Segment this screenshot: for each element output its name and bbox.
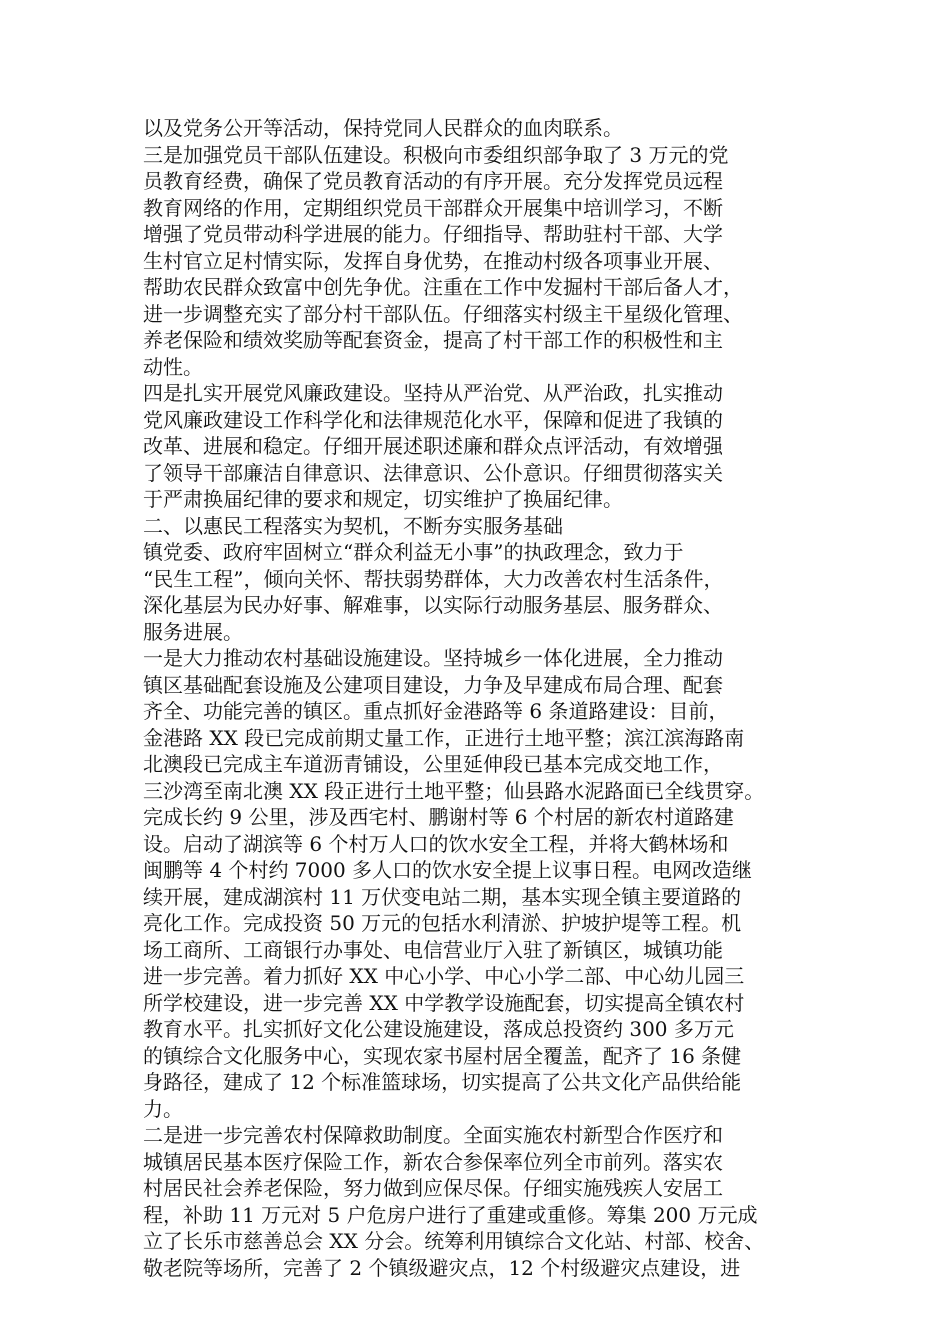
- text-line: 动性。: [143, 354, 203, 379]
- text-line: 镇区基础配套设施及公建项目建设，力争及早建成布局合理、配套: [143, 672, 723, 697]
- text-line: 一是大力推动农村基础设施建设。坚持城乡一体化进展，全力推动: [143, 646, 723, 670]
- text-line: 完成长约 9 公里，涉及西宅村、鹏谢村等 6 个村居的新农村道路建: [143, 805, 734, 829]
- text-line: 养老保险和绩效奖励等配套资金，提高了村干部工作的积极性和主: [143, 328, 723, 352]
- text-line: 城镇居民基本医疗保险工作，新农合参保率位列全市前列。落实农: [143, 1149, 723, 1174]
- text-line: 服务进展。: [143, 619, 243, 644]
- text-line: 改革、进展和稳定。仔细开展述职述廉和群众点评活动，有效增强: [143, 434, 723, 458]
- text-line: 深化基层为民办好事、解难事，以实际行动服务基层、服务群众、: [143, 593, 723, 617]
- text-line: 进一步完善。着力抓好 XX 中心小学、中心小学二部、中心幼儿园三: [143, 964, 745, 988]
- text-line: 身路径，建成了 12 个标准篮球场，切实提高了公共文化产品供给能: [143, 1070, 742, 1094]
- text-line: 镇党委、政府牢固树立“群众利益无小事”的执政理念，致力于: [143, 540, 684, 564]
- section-heading: 二、以惠民工程落实为契机，不断夯实服务基础: [143, 513, 563, 538]
- text-line: 以及党务公开等活动，保持党同人民群众的血肉联系。: [143, 116, 623, 140]
- document-body: [143, 115, 808, 1281]
- text-line: 员教育经费，确保了党员教育活动的有序开展。充分发挥党员远程: [143, 169, 723, 193]
- text-line: 场工商所、工商银行办事处、电信营业厅入驻了新镇区，城镇功能: [143, 937, 723, 962]
- text-line: 帮助农民群众致富中创先争优。注重在工作中发掘村干部后备人才，: [143, 275, 743, 299]
- text-line: 党风廉政建设工作科学化和法律规范化水平，保障和促进了我镇的: [143, 407, 723, 432]
- text-line: 金港路 XX 段已完成前期丈量工作，正进行土地平整；滨江滨海路南: [143, 725, 745, 750]
- text-line: 了领导干部廉洁自律意识、法律意识、公仆意识。仔细贯彻落实关: [143, 460, 723, 485]
- text-line: 敬老院等场所，完善了 2 个镇级避灾点，12 个村级避灾点建设，进: [143, 1255, 741, 1280]
- text-line: 亮化工作。完成投资 50 万元的包括水利清淤、护坡护堤等工程。机: [143, 911, 742, 935]
- text-line: 立了长乐市慈善总会 XX 分会。统筹利用镇综合文化站、村部、校舍、: [143, 1229, 765, 1253]
- text-line: 进一步调整充实了部分村干部队伍。仔细落实村级主干星级化管理、: [143, 301, 743, 326]
- text-line: 所学校建设，进一步完善 XX 中学教学设施配套，切实提高全镇农村: [143, 990, 745, 1015]
- text-line: 增强了党员带动科学进展的能力。仔细指导、帮助驻村干部、大学: [143, 222, 723, 246]
- text-line: 于严肃换届纪律的要求和规定，切实维护了换届纪律。: [143, 487, 623, 511]
- text-line: “民生工程”，倾向关怀、帮扶弱势群体，大力改善农村生活条件，: [143, 566, 724, 591]
- text-line: 齐全、功能完善的镇区。重点抓好金港路等 6 条道路建设：目前，: [143, 699, 729, 723]
- text-line: 闽鹏等 4 个村约 7000 多人口的饮水安全提上议事日程。电网改造继: [143, 858, 753, 882]
- text-line: 三是加强党员干部队伍建设。积极向市委组织部争取了 3 万元的党: [143, 142, 729, 167]
- text-line: 教育水平。扎实抓好文化公建设施建设，落成总投资约 300 多万元: [143, 1017, 734, 1041]
- text-line: 四是扎实开展党风廉政建设。坚持从严治党、从严治政，扎实推动: [143, 381, 723, 405]
- text-line: 力。: [143, 1096, 183, 1121]
- text-line: 北澳段已完成主车道沥青铺设，公里延伸段已基本完成交地工作，: [143, 752, 723, 776]
- text-line: 村居民社会养老保险，努力做到应保尽保。仔细实施残疾人安居工: [143, 1176, 723, 1200]
- text-line: 三沙湾至南北澳 XX 段正进行土地平整；仙县路水泥路面已全线贯穿。: [143, 778, 765, 803]
- text-line: 续开展，建成湖滨村 11 万伏变电站二期，基本实现全镇主要道路的: [143, 884, 742, 909]
- text-line: 的镇综合文化服务中心，实现农家书屋村居全覆盖，配齐了 16 条健: [143, 1043, 742, 1068]
- text-line: 程，补助 11 万元对 5 户危房户进行了重建或重修。筹集 200 万元成: [143, 1202, 758, 1227]
- text-line: 教育网络的作用，定期组织党员干部群众开展集中培训学习，不断: [143, 195, 723, 220]
- text-line: 生村官立足村情实际，发挥自身优势，在推动村级各项事业开展、: [143, 248, 723, 273]
- text-line: 二是进一步完善农村保障救助制度。全面实施农村新型合作医疗和: [143, 1123, 723, 1147]
- text-line: 设。启动了湖滨等 6 个村万人口的饮水安全工程，并将大鹤林场和: [143, 831, 729, 856]
